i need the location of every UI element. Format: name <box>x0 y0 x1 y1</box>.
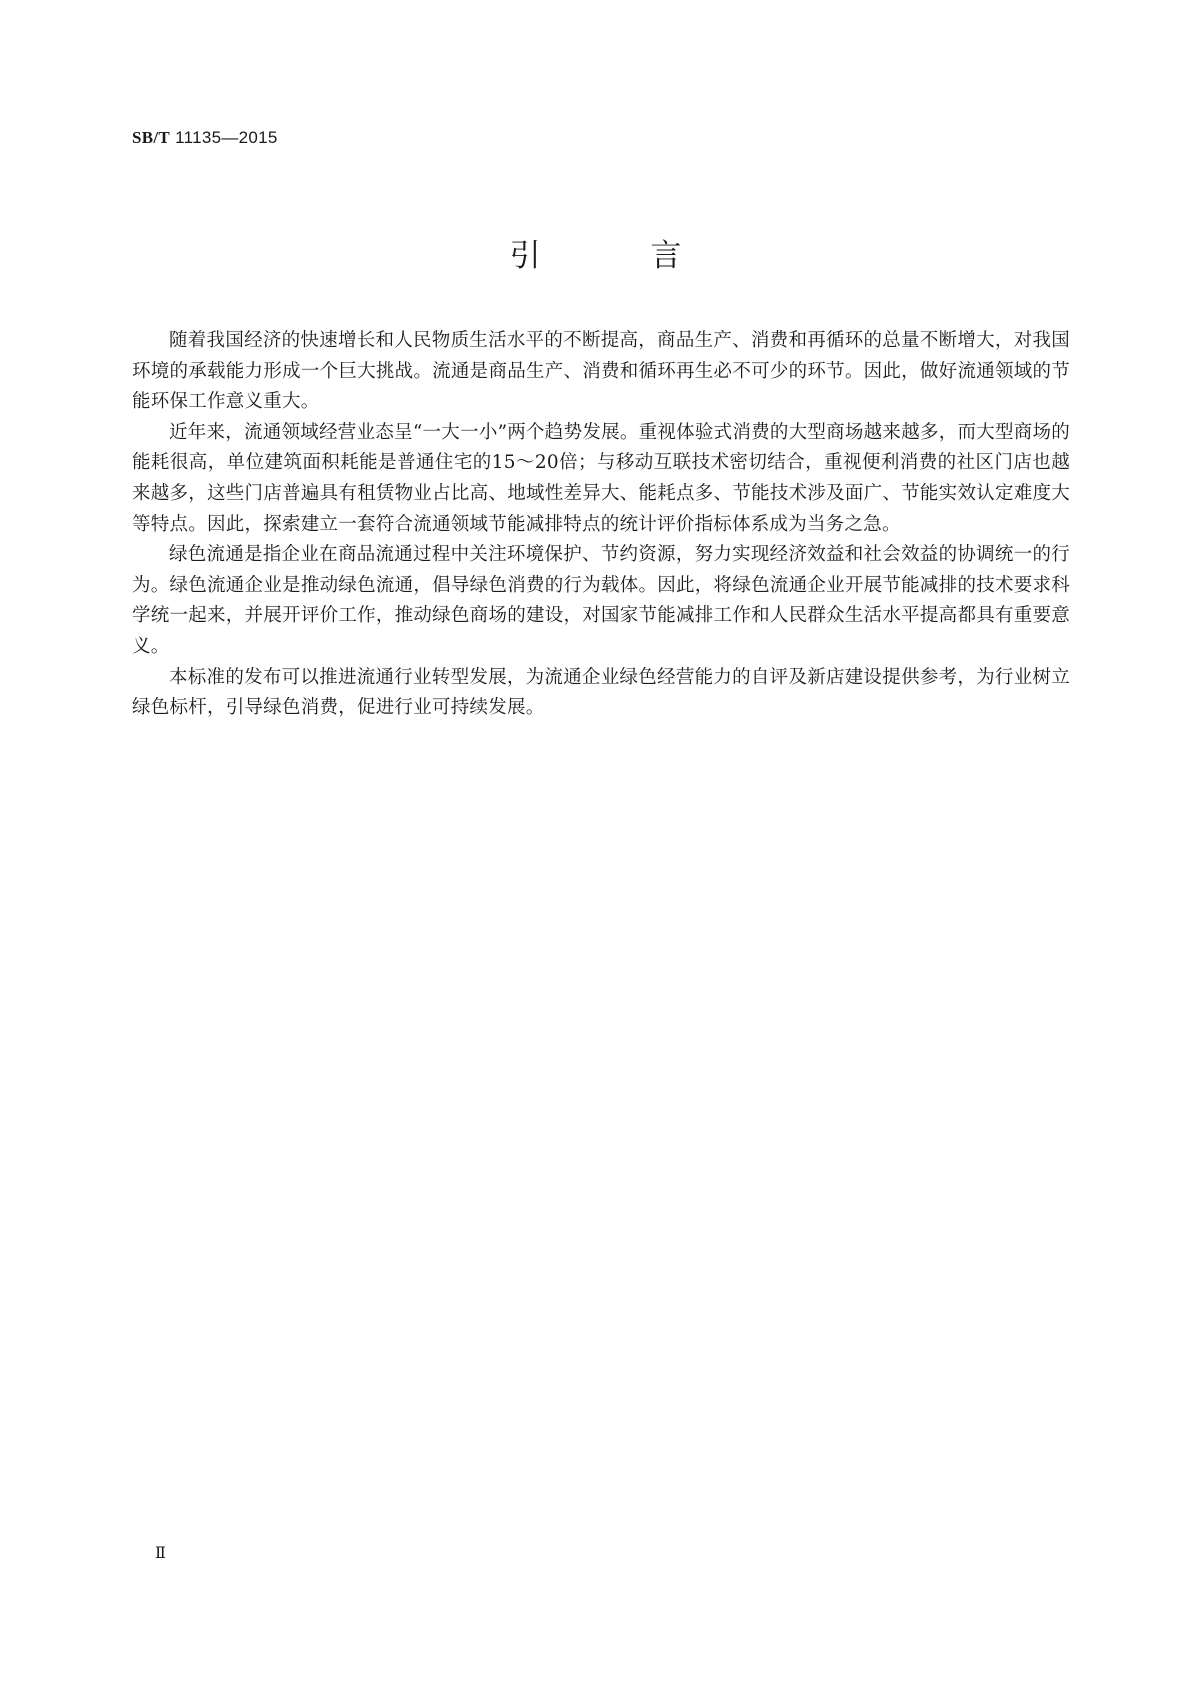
standard-number: 11135—2015 <box>175 128 278 147</box>
paragraph: 本标准的发布可以推进流通行业转型发展，为流通企业绿色经营能力的自评及新店建设提供参考，为行业树立绿色标杆，引导绿色消费，促进行业可持续发展。 <box>132 666 1070 719</box>
standard-code <box>132 128 278 148</box>
paragraph: 随着我国经济的快速增长和人民物质生活水平的不断提高，商品生产、消费和再循环的总量不断增大，对我国环境的承载能力形成一个巨大挑战。流通是商品生产、消费和循环再生必不可少的环节。因此，做好流通领域的节能环保工作意义重大。 <box>132 330 1070 413</box>
introduction-body <box>132 326 1070 724</box>
page-number: Ⅱ <box>155 1543 166 1562</box>
standard-prefix: SB/T <box>132 128 171 147</box>
paragraph: 绿色流通是指企业在商品流通过程中关注环境保护、节约资源，努力实现经济效益和社会效益的协调统一的行为。绿色流通企业是推动绿色流通，倡导绿色消费的行为载体。因此，将绿色流通企业开展节能减排的技术要求科学统一起来，并展开评价工作，推动绿色商场的建设，对国家节能减排工作和人民群众生活水平提高都具有重要意义。 <box>132 544 1070 657</box>
paragraph: 近年来，流通领域经营业态呈“一大一小”两个趋势发展。重视体验式消费的大型商场越来越多，而大型商场的能耗很高，单位建筑面积耗能是普通住宅的15～20倍；与移动互联技术密切结合，重视便利消费的社区门店也越来越多，这些门店普遍具有租赁物业占比高、地域性差异大、能耗点多、节能技术涉及面广、节能实效认定难度大等特点。因此，探索建立一套符合流通领域节能减排特点的统计评价指标体系成为当务之急。 <box>132 421 1070 535</box>
page-title: 引 言 <box>509 238 732 274</box>
